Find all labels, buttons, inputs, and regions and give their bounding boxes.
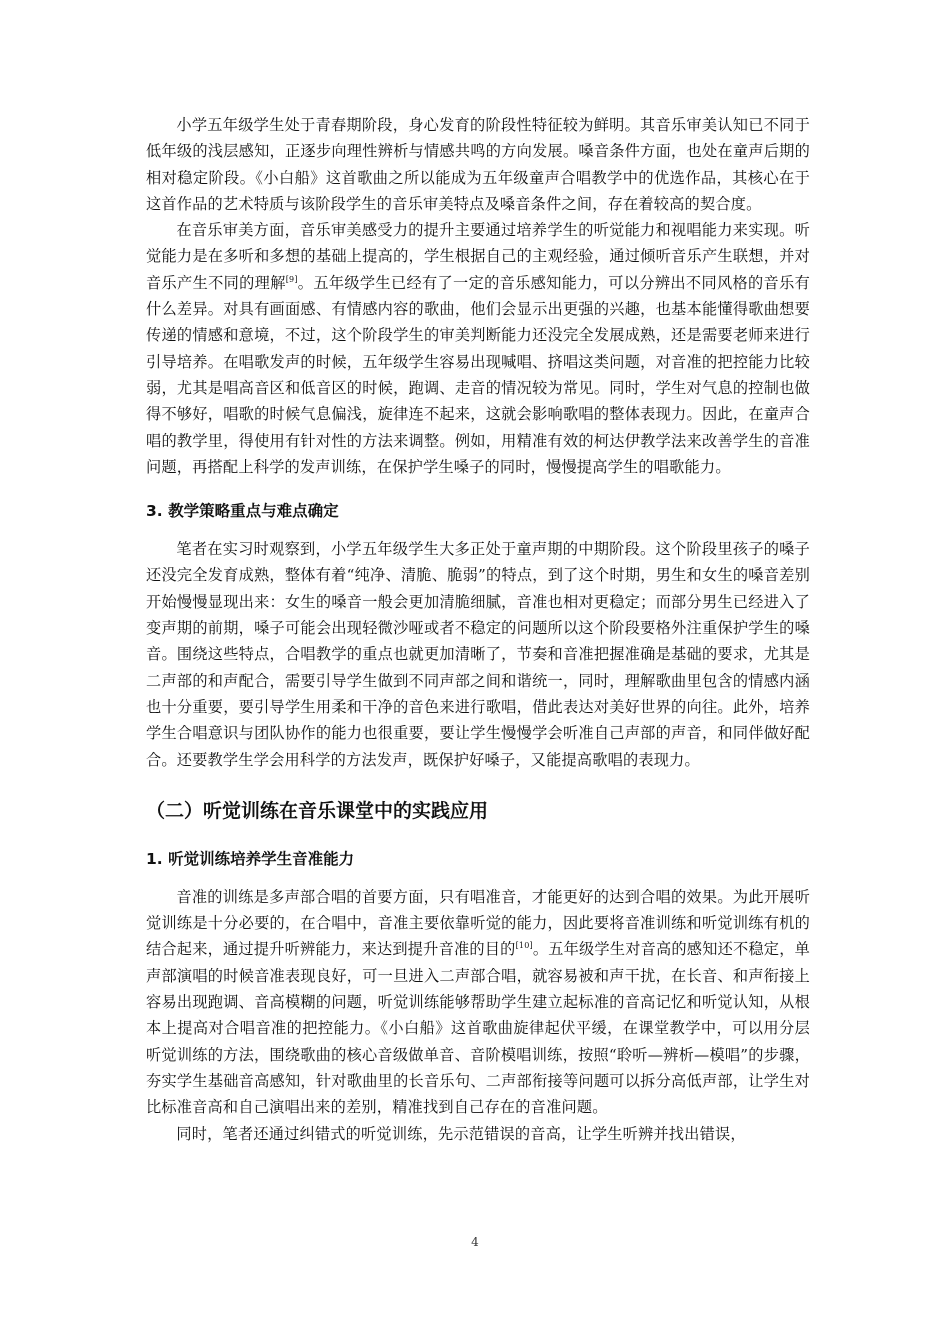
paragraph-text: 在音乐审美方面，音乐审美感受力的提升主要通过培养学生的听觉能力和视唱能力来实现。听觉能力是在多听和多想的基础上提高的，学生根据自己的主观经验，通过倾听音乐产生联想，并对音乐产生不同的理解 xyxy=(146,221,810,292)
paragraph-voice-stage: 笔者在实习时观察到，小学五年级学生大多正处于童声期的中期阶段。这个阶段里孩子的嗓子还没完全发育成熟，整体有着“纯净、清脆、脆弱”的特点，到了这个时期，男生和女生的嗓音差别开始慢慢显现出来：女生的嗓音一般会更加清脆细腻，音准也相对更稳定；而部分男生已经进入了变声期的前期，嗓子可能会出现轻微沙哑或者不稳定的问题所以这个阶段要格外注重保护学生的嗓音。围绕这些特点，合唱教学的重点也就更加清晰了，节奏和音准把握准确是基础的要求，尤其是二声部的和声配合，需要引导学生做到不同声部之间和谐统一，同时，理解歌曲里包含的情感内涵也十分重要，要引导学生用柔和干净的音色来进行歌唱，借此表达对美好世界的向往。此外，培养学生合唱意识与团队协作的能力也很重要，要让学生慢慢学会听准自己声部的声音，和同伴做好配合。还要教学生学会用科学的方法发声，既保护好嗓子，又能提高歌唱的表现力。 xyxy=(146,540,810,769)
paragraph-text: 。五年级学生已经有了一定的音乐感知能力，可以分辨出不同风格的音乐有什么差异。对具有画面感、有情感内容的歌曲，他们会显示出更强的兴趣，也基本能懂得歌曲想要传递的情感和意境，不过，这个阶段学生的审美判断能力还没完全发展成熟，还是需要老师来进行引导培养。在唱歌发声的时候，五年级学生容易出现喊唱、挤唱这类问题，对音准的把控能力比较弱，尤其是唱高音区和低音区的时候，跑调、走音的情况较为常见。同时，学生对气息的控制也做得不够好，唱歌的时候气息偏浅，旋律连不起来，这就会影响歌唱的整体表现力。因此，在童声合唱的教学里，得使用有针对性的方法来调整。例如，用精准有效的柯达伊教学法来改善学生的音准问题，再搭配上科学的发声训练，在保护学生嗓子的同时，慢慢提高学生的唱歌能力。 xyxy=(146,273,810,476)
citation-ref: [10] xyxy=(515,941,533,951)
citation-ref: [9] xyxy=(285,274,298,284)
section-heading-pitch: 1. 听觉训练培养学生音准能力 xyxy=(146,849,355,868)
paragraph-error-correction: 同时，笔者还通过纠错式的听觉训练，先示范错误的音高，让学生听辨并找出错误， xyxy=(176,1124,746,1143)
document-body xyxy=(146,112,810,1147)
section-heading-aural-training: （二）听觉训练在音乐课堂中的实践应用 xyxy=(146,799,489,822)
paragraph-text: 。五年级学生对音高的感知还不稳定，单声部演唱的时候音准表现良好，可一旦进入二声部合唱，就容易被和声干扰，在长音、和声衔接上容易出现跑调、音高模糊的问题，听觉训练能够帮助学生建立起标准的音高记忆和听觉认知，从根本上提高对合唱音准的把控能力。《小白船》这首歌曲旋律起伏平缓，在课堂教学中，可以用分层听觉训练的方法，围绕歌曲的核心音级做单音、音阶模唱训练，按照“聆听—辨析—模唱”的步骤，夯实学生基础音高感知，针对歌曲里的长音乐句、二声部衔接等问题可以拆分高低声部，让学生对比标准音高和自己演唱出来的差别，精准找到自己存在的音准问题。 xyxy=(146,940,810,1117)
section-heading-strategy: 3. 教学策略重点与难点确定 xyxy=(146,502,339,521)
page-number: 4 xyxy=(471,1235,479,1249)
paragraph-student-stage: 小学五年级学生处于青春期阶段，身心发育的阶段性特征较为鲜明。其音乐审美认知已不同于低年级的浅层感知，正逐步向理性辨析与情感共鸣的方向发展。嗓音条件方面，也处在童声后期的相对稳定阶段。《小白船》这首歌曲之所以能成为五年级童声合唱教学中的优选作品，其核心在于这首作品的艺术特质与该阶段学生的音乐审美特点及嗓音条件之间，存在着较高的契合度。 xyxy=(146,116,810,213)
paragraph-text: 音准的训练是多声部合唱的首要方面，只有唱准音，才能更好的达到合唱的效果。为此开展听觉训练是十分必要的，在合唱中，音准主要依靠听觉的能力，因此要将音准训练和听觉训练有机的结合起来，通过提升听辨能力，来达到提升音准的目的 xyxy=(146,887,810,959)
paragraph-music-aesthetics xyxy=(146,217,810,480)
paragraph-pitch-training xyxy=(146,884,810,1121)
